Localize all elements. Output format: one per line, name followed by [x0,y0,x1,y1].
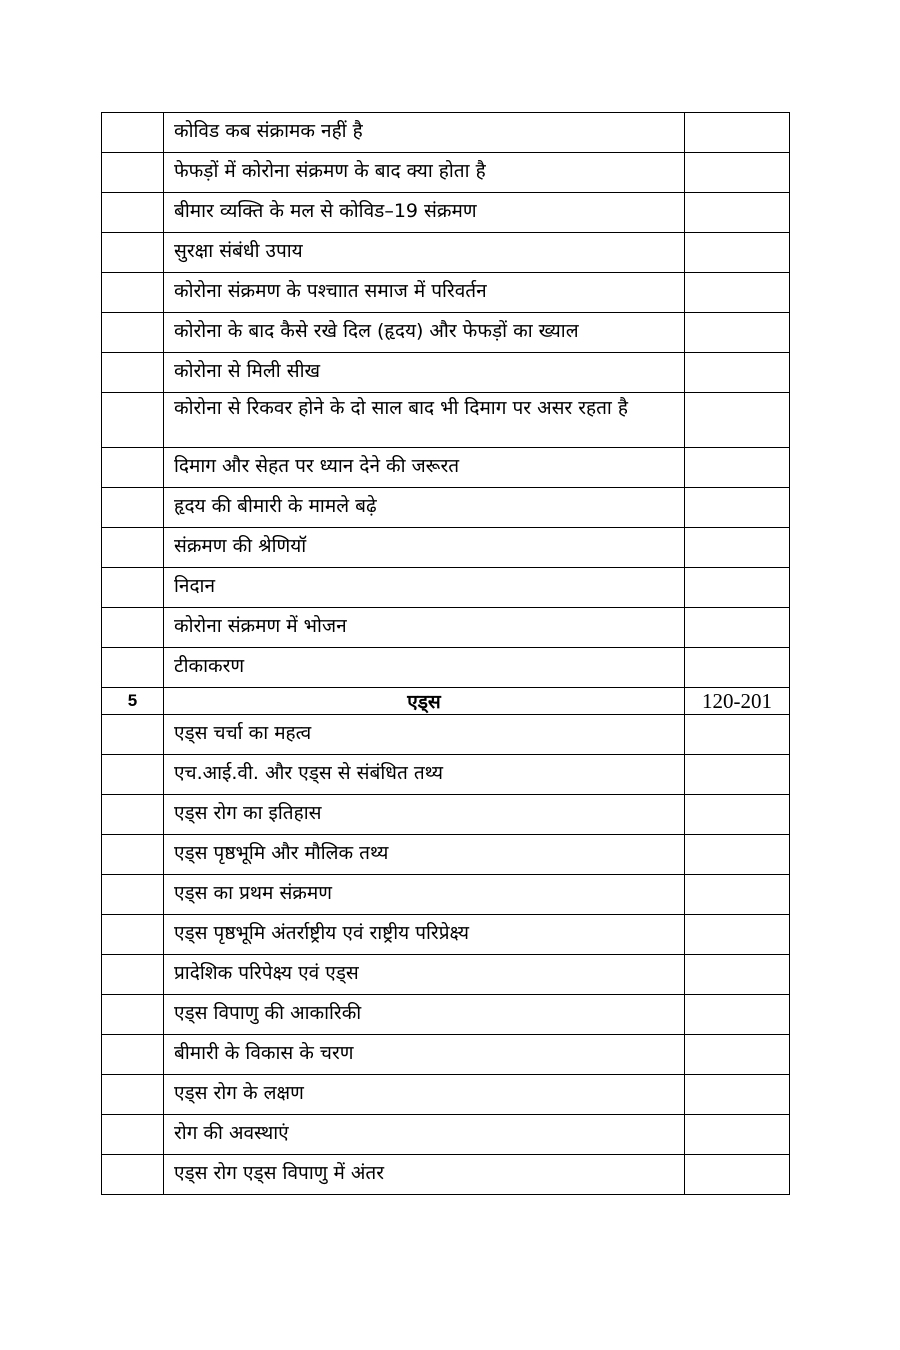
page-cell [685,233,790,273]
topic-cell [164,313,685,353]
topic-cell [164,608,685,648]
page-cell [685,273,790,313]
page-cell [685,755,790,795]
number-cell [102,1035,164,1075]
page-cell [685,393,790,448]
topic-text: निदान [174,575,216,597]
page-cell [685,153,790,193]
topic-text: एच.आई.वी. और एड्स से संबंधित तथ्य [174,762,444,784]
page-cell [685,1075,790,1115]
topic-cell [164,233,685,273]
topic-cell [164,113,685,153]
number-cell [102,193,164,233]
topic-text: एड्स पृष्ठभूमि और मौलिक तथ्य [174,842,389,864]
number-cell [102,1155,164,1195]
page-cell [685,568,790,608]
topic-cell [164,835,685,875]
topic-cell [164,1035,685,1075]
page-cell [685,1155,790,1195]
table-row [102,193,790,233]
topic-text: बीमारी के विकास के चरण [174,1042,354,1064]
topic-cell [164,1075,685,1115]
table-row [102,313,790,353]
topic-cell [164,648,685,688]
chapter-page-range: 120-201 [685,688,790,715]
number-cell [102,393,164,448]
topic-cell [164,875,685,915]
number-cell [102,835,164,875]
topic-text: दिमाग और सेहत पर ध्यान देने की जरूरत [174,455,460,477]
number-cell [102,995,164,1035]
table-row [102,1035,790,1075]
number-cell [102,875,164,915]
topic-text: सुरक्षा संबंधी उपाय [174,240,303,262]
table-row [102,488,790,528]
topic-cell [164,193,685,233]
page-cell [685,915,790,955]
topic-text: कोरोना संक्रमण के पश्चाात समाज में परिवर्तन [174,280,487,302]
table-row [102,915,790,955]
topic-text: कोरोना के बाद कैसे रखे दिल (हृदय) और फेफड़ों का ख्याल [174,320,579,342]
number-cell [102,608,164,648]
number-cell [102,233,164,273]
topic-cell [164,153,685,193]
topic-cell [164,528,685,568]
number-cell [102,273,164,313]
page-cell [685,193,790,233]
number-cell [102,1115,164,1155]
topic-text: बीमार व्यक्ति के मल से कोविड–19 संक्रमण [174,200,477,222]
topic-text: हृदय की बीमारी के मामले बढ़े [174,495,377,517]
page-cell [685,995,790,1035]
topic-text: एड्स रोग का इतिहास [174,802,322,824]
topic-text: एड्स रोग एड्स विपाणु में अंतर [174,1162,385,1184]
table-row [102,113,790,153]
table-row [102,568,790,608]
page-cell [685,528,790,568]
page-cell [685,955,790,995]
topic-text: संक्रमण की श्रेणियॉ [174,535,307,557]
number-cell [102,153,164,193]
topic-cell [164,1155,685,1195]
topic-text: फेफड़ों में कोरोना संक्रमण के बाद क्या होता है [174,160,486,182]
page-cell [685,715,790,755]
topic-text: कोविड कब संक्रामक नहीं है [174,120,363,142]
table-row [102,795,790,835]
number-cell [102,795,164,835]
topic-text: प्रादेशिक परिपेक्ष्य एवं एड्स [174,962,359,984]
number-cell [102,755,164,795]
topic-cell [164,488,685,528]
topic-cell [164,955,685,995]
page-cell [685,795,790,835]
table-row [102,608,790,648]
page-cell [685,353,790,393]
topic-cell [164,795,685,835]
page-cell [685,488,790,528]
table-row [102,393,790,448]
topic-text: एड्स का प्रथम संक्रमण [174,882,332,904]
table-row [102,233,790,273]
page-cell [685,448,790,488]
topic-text: एड्स रोग के लक्षण [174,1082,304,1104]
table-row [102,153,790,193]
page-cell [685,1115,790,1155]
topic-text: कोरोना से रिकवर होने के दो साल बाद भी दिमाग पर असर रहता है [174,397,628,419]
table-row [102,648,790,688]
number-cell [102,313,164,353]
number-cell [102,1075,164,1115]
table-row [102,528,790,568]
table-row [102,715,790,755]
table-row [102,1155,790,1195]
topic-text: एड्स पृष्ठभूमि अंतर्राष्ट्रीय एवं राष्ट्रीय परिप्रेक्ष्य [174,922,469,944]
topic-text: एड्स विपाणु की आकारिकी [174,1002,362,1024]
table-row [102,755,790,795]
table-row [102,875,790,915]
number-cell [102,568,164,608]
page-cell [685,875,790,915]
number-cell [102,715,164,755]
page-cell [685,648,790,688]
chapter-number: 5 [102,688,164,715]
table-row [102,273,790,313]
topic-cell [164,568,685,608]
topic-cell [164,755,685,795]
number-cell [102,648,164,688]
contents-table [101,112,790,1195]
table-row [102,448,790,488]
topic-cell [164,915,685,955]
table-row [102,955,790,995]
topic-cell [164,393,685,448]
number-cell [102,488,164,528]
topic-cell [164,353,685,393]
page-cell [685,1035,790,1075]
page-cell [685,835,790,875]
topic-text: एड्स चर्चा का महत्व [174,722,312,744]
number-cell [102,113,164,153]
table-row [102,995,790,1035]
table-row [102,1075,790,1115]
topic-cell [164,995,685,1035]
topic-text: रोग की अवस्थाएं [174,1122,289,1144]
topic-cell [164,273,685,313]
topic-text: कोरोना से मिली सीख [174,360,321,382]
table-row [102,835,790,875]
topic-text: टीकाकरण [174,655,245,677]
number-cell [102,448,164,488]
number-cell [102,528,164,568]
page-cell [685,113,790,153]
number-cell [102,353,164,393]
topic-text: कोरोना संक्रमण में भोजन [174,615,347,637]
number-cell [102,955,164,995]
chapter-title: एड्स [164,688,685,715]
contents-table-body [102,113,790,1195]
table-row [102,353,790,393]
page-cell [685,313,790,353]
topic-cell [164,448,685,488]
topic-cell [164,1115,685,1155]
chapter-heading-row [102,688,790,715]
topic-cell [164,715,685,755]
number-cell [102,915,164,955]
page-cell [685,608,790,648]
table-row [102,1115,790,1155]
